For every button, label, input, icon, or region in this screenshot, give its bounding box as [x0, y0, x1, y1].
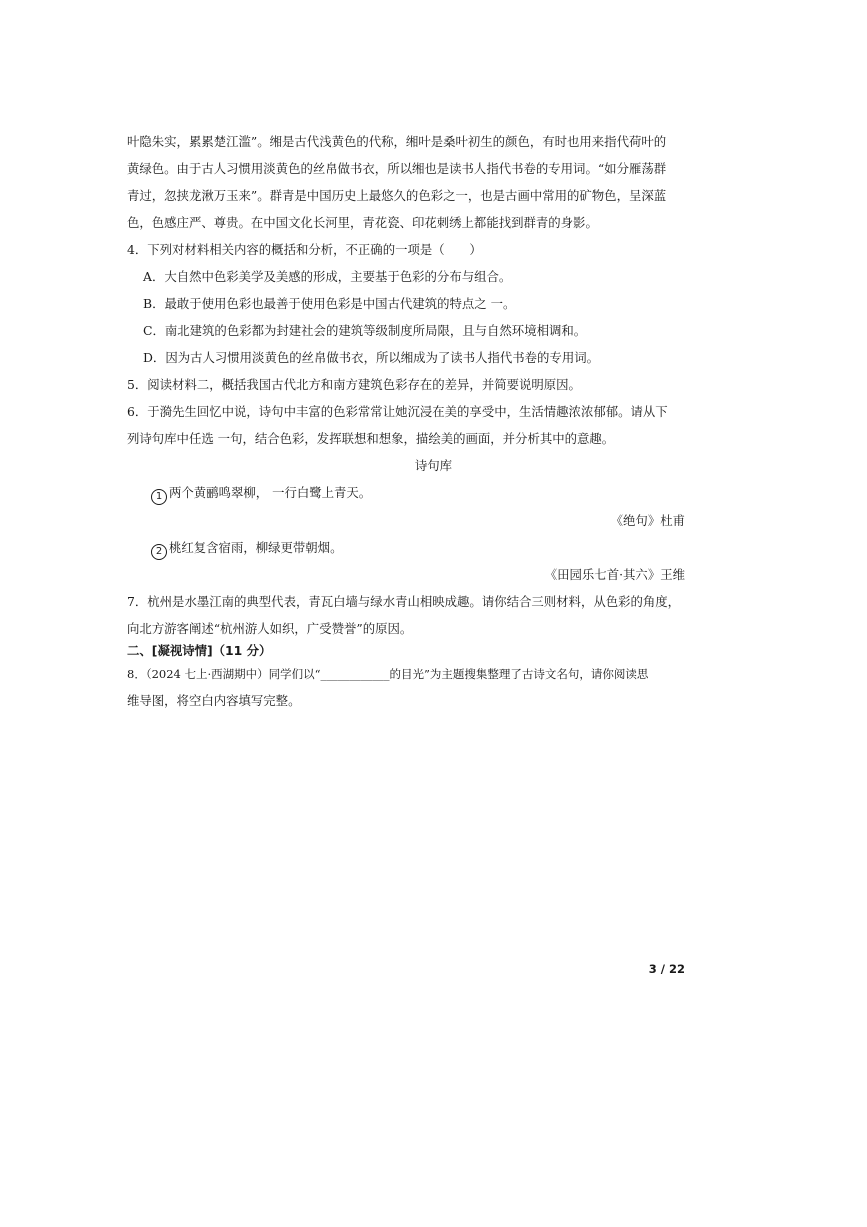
- question-7-line2: 向北方游客阐述“杭州游人如织，广受赞誉”的原因。: [127, 621, 413, 636]
- poem-2: [151, 539, 342, 560]
- page-number: 3 / 22: [648, 962, 685, 976]
- question-6-line1: 6．于漪先生回忆中说，诗句中丰富的色彩常常让她沉浸在美的享受中，生活情趣浓浓郁郁。请从下: [127, 404, 668, 419]
- option-d: D．因为古人习惯用淡黄色的丝帛做书衣，所以缃成为了读书人指代书卷的专用词。: [143, 350, 599, 365]
- paragraph-line: 色，色感庄严、尊贵。在中国文化长河里，青花瓷、印花刺绣上都能找到群青的身影。: [127, 215, 598, 230]
- section-heading: 二、[凝视诗情]（11 分）: [127, 643, 272, 658]
- paragraph-line: 叶隐朱实，累累楚江滥”。缃是古代浅黄色的代称，缃叶是桑叶初生的颜色，有时也用来指代荷叶的: [127, 134, 667, 149]
- question-4: 4．下列对材料相关内容的概括和分析，不正确的一项是（ ）: [127, 242, 482, 257]
- question-8-line2: 维导图，将空白内容填写完整。: [127, 693, 301, 708]
- poem-1-text: 两个黄鹂鸣翠柳， 一行白鹭上青天。: [169, 485, 372, 500]
- poem-2-text: 桃红复含宿雨，柳绿更带朝烟。: [169, 540, 343, 555]
- question-7-line1: 7．杭州是水墨江南的典型代表，青瓦白墙与绿水青山相映成趣。请你结合三则材料，从色彩的角度，: [127, 594, 681, 609]
- option-a: A．大自然中色彩美学及美感的形成，主要基于色彩的分布与组合。: [143, 269, 512, 284]
- poem-library-title: 诗句库: [414, 458, 453, 473]
- option-b: B．最敢于使用色彩也最善于使用色彩是中国古代建筑的特点之 一。: [143, 296, 516, 311]
- poem-1: [151, 484, 371, 505]
- poem-2-source: 《田园乐七首·其六》王维: [544, 567, 685, 582]
- question-8-line1: 8．（2024 七上·西湖期中）同学们以“____________的目光”为主题搜集整理了古诗文名句，请你阅读思: [127, 667, 649, 681]
- option-c: C．南北建筑的色彩都为封建社会的建筑等级制度所局限，且与自然环境相调和。: [143, 323, 587, 338]
- number-circle-2: 2: [151, 544, 167, 560]
- question-5: 5．阅读材料二，概括我国古代北方和南方建筑色彩存在的差异，并简要说明原因。: [127, 377, 581, 392]
- poem-1-source: 《绝句》杜甫: [610, 513, 685, 528]
- paragraph-line: 黄绿色。由于古人习惯用淡黄色的丝帛做书衣，所以缃也是读书人指代书卷的专用词。“如分雁荡群: [127, 161, 667, 176]
- question-6-line2: 列诗句库中任选 一句，结合色彩，发挥联想和想象，描绘美的画面，并分析其中的意趣。: [127, 431, 615, 446]
- paragraph-line: 青过，忽挟龙湫万玉来”。群青是中国历史上最悠久的色彩之一，也是古画中常用的矿物色，呈深蓝: [127, 188, 667, 203]
- number-circle-1: 1: [151, 489, 167, 505]
